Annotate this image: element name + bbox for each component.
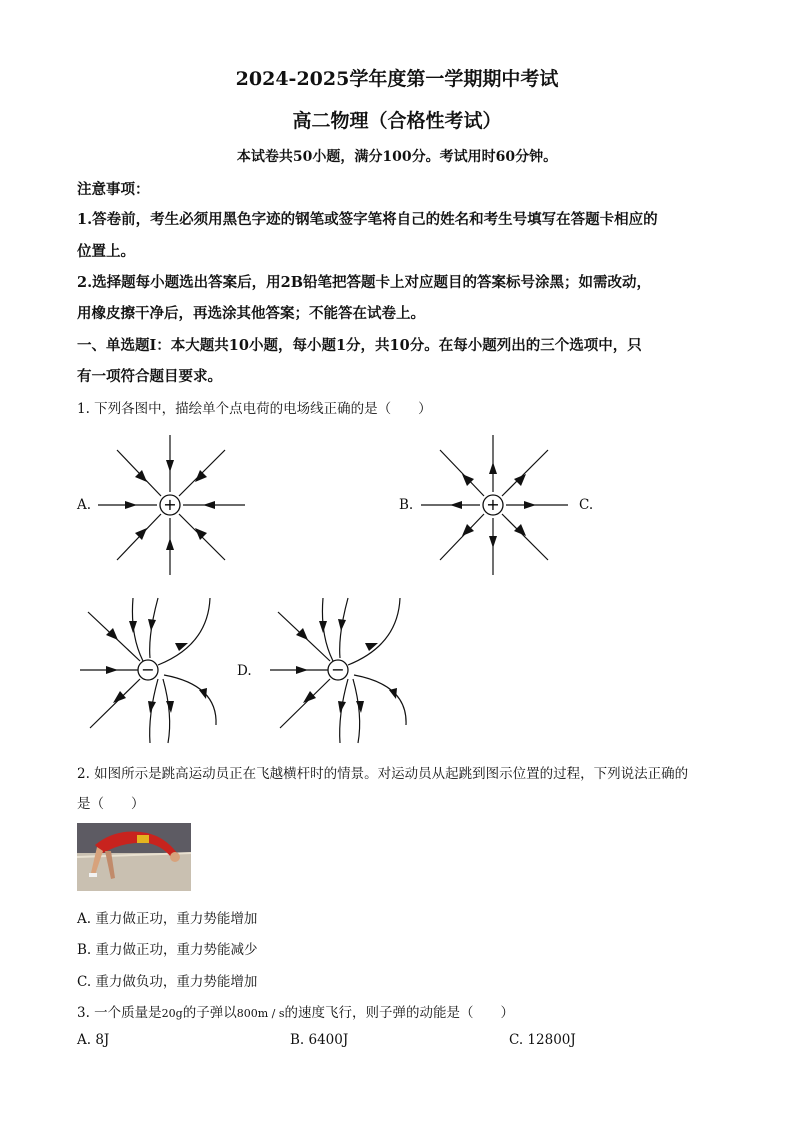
- notes-item1-line2: 位置上。: [77, 243, 135, 260]
- q2-option-c: C. 重力做负功，重力势能增加: [77, 974, 258, 990]
- q2-option-b: B. 重力做正功，重力势能减少: [77, 942, 258, 958]
- q1-figure-b: [418, 430, 578, 580]
- q1-figure-a: [95, 430, 255, 580]
- q3-stem-post: 的速度飞行，则子弹的动能是（ ）: [284, 1005, 514, 1021]
- exam-title: 2024-2025学年度第一学期期中考试: [235, 68, 559, 90]
- q3-mass: 20g: [161, 1007, 183, 1020]
- q1-option-c-label: C.: [579, 497, 594, 513]
- q1-option-b-label: B.: [399, 497, 414, 513]
- q2-option-a: A. 重力做正功，重力势能增加: [77, 911, 258, 927]
- q3-stem: [77, 1001, 514, 1021]
- high-jump-photo: [77, 823, 191, 891]
- q1-figure-d: [268, 595, 418, 745]
- q1-figure-a-charge: +: [163, 495, 177, 514]
- q3-speed: 800m / s: [236, 1007, 285, 1020]
- q3-option-c: C. 12800J: [509, 1032, 576, 1048]
- q2-stem-line2: 是（ ）: [77, 796, 145, 812]
- section1-line2: 有一项符合题目要求。: [77, 368, 222, 385]
- q3-stem-mid: 的子弹以: [182, 1005, 237, 1021]
- exam-info: 本试卷共50小题，满分100分。考试用时60分钟。: [236, 149, 558, 165]
- q1-figure-d-charge: −: [331, 660, 345, 679]
- q3-stem-pre: 3. 一个质量是: [77, 1005, 162, 1021]
- notes-item1-line1: 1.答卷前，考生必须用黑色字迹的钢笔或签字笔将自己的姓名和考生号填写在答题卡相应的: [77, 211, 658, 228]
- q3-option-a: A. 8J: [77, 1032, 110, 1048]
- subject-title: 高二物理（合格性考试）: [292, 110, 502, 132]
- q1-figure-c: [78, 595, 228, 745]
- q1-stem: 1. 下列各图中，描绘单个点电荷的电场线正确的是（ ）: [77, 401, 432, 417]
- q1-figure-b-charge: +: [486, 495, 500, 514]
- q2-stem-line1: 2. 如图所示是跳高运动员正在飞越横杆时的情景。对运动员从起跳到图示位置的过程，下列说法正确的: [77, 766, 689, 782]
- q3-option-b: B. 6400J: [290, 1032, 349, 1048]
- notes-item2-line2: 用橡皮擦干净后，再选涂其他答案；不能答在试卷上。: [77, 305, 425, 322]
- notes-item2-line1: 2.选择题每小题选出答案后，用2B铅笔把答题卡上对应题目的答案标号涂黑；如需改动，: [77, 274, 651, 291]
- q1-option-d-label: D.: [237, 663, 252, 679]
- section1-line1: 一、单选题I：本大题共10小题，每小题1分，共10分。在每小题列出的三个选项中，只: [77, 337, 642, 354]
- q1-option-a-label: A.: [77, 497, 92, 513]
- notes-heading: 注意事项：: [77, 181, 150, 198]
- q1-figure-c-charge: −: [141, 660, 155, 679]
